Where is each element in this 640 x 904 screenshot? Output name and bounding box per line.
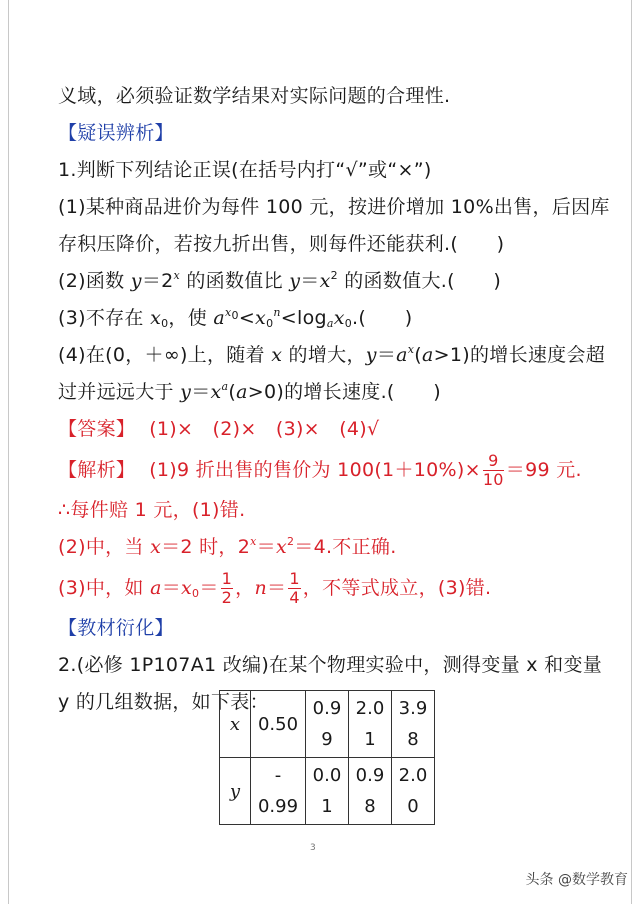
text: 0.0 — [312, 765, 342, 786]
document-body — [58, 78, 610, 721]
text: ，使 — [168, 307, 214, 329]
analysis-line-2: ∴每件赔 1 元，(1)错. — [58, 499, 246, 521]
question-2-line-a: 2.(必修 1P107A1 改编)在某个物理实验中，测得变量 x 和变量 — [58, 654, 603, 676]
text: 8 — [407, 729, 419, 750]
text: y — [229, 780, 241, 802]
section-heading-error-analysis: 【疑误辨析】 — [58, 122, 174, 144]
text: ，不等式成立，(3)错. — [302, 577, 492, 599]
text: 3.9 — [398, 698, 428, 719]
denominator: 2 — [221, 588, 233, 607]
text: - — [274, 765, 282, 786]
question-1-item-3: (3)不存在 $x_0$，使 $a^{x_0}<x_0^n<\log_ax_0$.( ) — [58, 306, 413, 330]
analysis-line-1 — [58, 448, 598, 492]
text: 的增大， — [282, 344, 366, 366]
text: 的函数值比 — [180, 270, 290, 292]
text: (1)9 折出售的售价为 100(1＋10%)× — [149, 459, 481, 481]
text: 0.9 — [312, 698, 342, 719]
answer-label: 【答案】 — [58, 418, 136, 440]
text: (2)函数 — [58, 270, 131, 292]
row-label-x — [220, 691, 251, 758]
text: (3)不存在 — [58, 307, 151, 329]
question-1-title: 1.判断下列结论正误(在括号内打“√”或“×”) — [58, 159, 432, 181]
watermark: 头条 @数学教育 — [526, 869, 628, 889]
text: 0.50 — [257, 713, 299, 735]
text: 1 — [321, 796, 333, 817]
table-cell — [306, 691, 349, 758]
table-row-x — [220, 691, 435, 758]
text: 的增长速度.( ) — [284, 381, 441, 403]
fraction-nine-tenths — [483, 452, 504, 489]
text: x — [229, 713, 241, 735]
question-1-item-4b: 过并远远大于 $y=x^a(a>0)$的增长速度.( ) — [58, 380, 441, 403]
table-cell — [306, 758, 349, 825]
question-1-item-2: (2)函数 $y=2^x$ 的函数值比 $y=x^2$ 的函数值大.( ) — [58, 269, 502, 292]
text: .( ) — [352, 307, 413, 329]
text: 过并远远大于 — [58, 381, 181, 403]
table-cell — [349, 758, 392, 825]
text: (2)中，当 — [58, 536, 151, 558]
question-1-item-4a: (4)在(0，＋∞)上，随着 x 的增大，$y=a^x(a>1)$的增长速度会超 — [58, 343, 606, 366]
denominator: 10 — [482, 470, 504, 489]
text: ＝99 元. — [505, 459, 582, 481]
table-cell — [251, 691, 306, 758]
text: 9 — [321, 729, 333, 750]
table-cell — [349, 691, 392, 758]
section-heading-textbook: 【教材衍化】 — [58, 617, 174, 639]
table-row-y — [220, 758, 435, 825]
table-cell — [392, 691, 435, 758]
text: 的增长速度会超 — [469, 344, 606, 366]
text: 0.99 — [257, 796, 299, 817]
analysis-label: 【解析】 — [58, 459, 136, 481]
text: 1 — [364, 729, 376, 750]
numerator: 1 — [289, 569, 300, 588]
text: 8 — [364, 796, 376, 817]
text: 的函数值大.( ) — [337, 270, 502, 292]
page-number: 3 — [310, 843, 316, 853]
question-2-line-b: y 的几组数据，如下表： — [58, 691, 269, 713]
fraction-one-half — [221, 570, 233, 607]
analysis-line-3: (2)中，当 x＝2 时，$2^x=x^2=4$.不正确. — [58, 535, 397, 558]
text: 0 — [407, 796, 419, 817]
table-cell — [251, 758, 306, 825]
numerator: 9 — [483, 452, 504, 471]
answer-values: (1)× (2)× (3)× (4)√ — [149, 418, 380, 440]
text: 2.0 — [355, 698, 385, 719]
text: 4.不正确. — [313, 536, 397, 558]
numerator: 1 — [221, 569, 233, 588]
text: 2.0 — [398, 765, 428, 786]
question-1-item-1b: 存积压降价，若按九折出售，则每件还能获利.( ) — [58, 233, 505, 255]
data-table — [219, 690, 435, 825]
row-label-y — [220, 758, 251, 825]
text: (4)在(0，＋∞)上，随着 — [58, 344, 272, 366]
text-line: 义域，必须验证数学结果对实际问题的合理性. — [58, 85, 451, 107]
answer-line — [58, 411, 598, 448]
table-cell — [392, 758, 435, 825]
denominator: 4 — [289, 588, 300, 607]
question-1-item-1a: (1)某种商品进价为每件 100 元，按进价增加 10%出售，后因库 — [58, 196, 610, 218]
text: 0.9 — [355, 765, 385, 786]
fraction-one-quarter — [288, 570, 300, 607]
analysis-line-4: (3)中，如 $a=x_0=$ $\frac{1}{2}$ ，n＝ $\frac{1}{4}$ ，不等式成立，(3)错. — [58, 569, 492, 607]
text: (3)中，如 — [58, 577, 151, 599]
